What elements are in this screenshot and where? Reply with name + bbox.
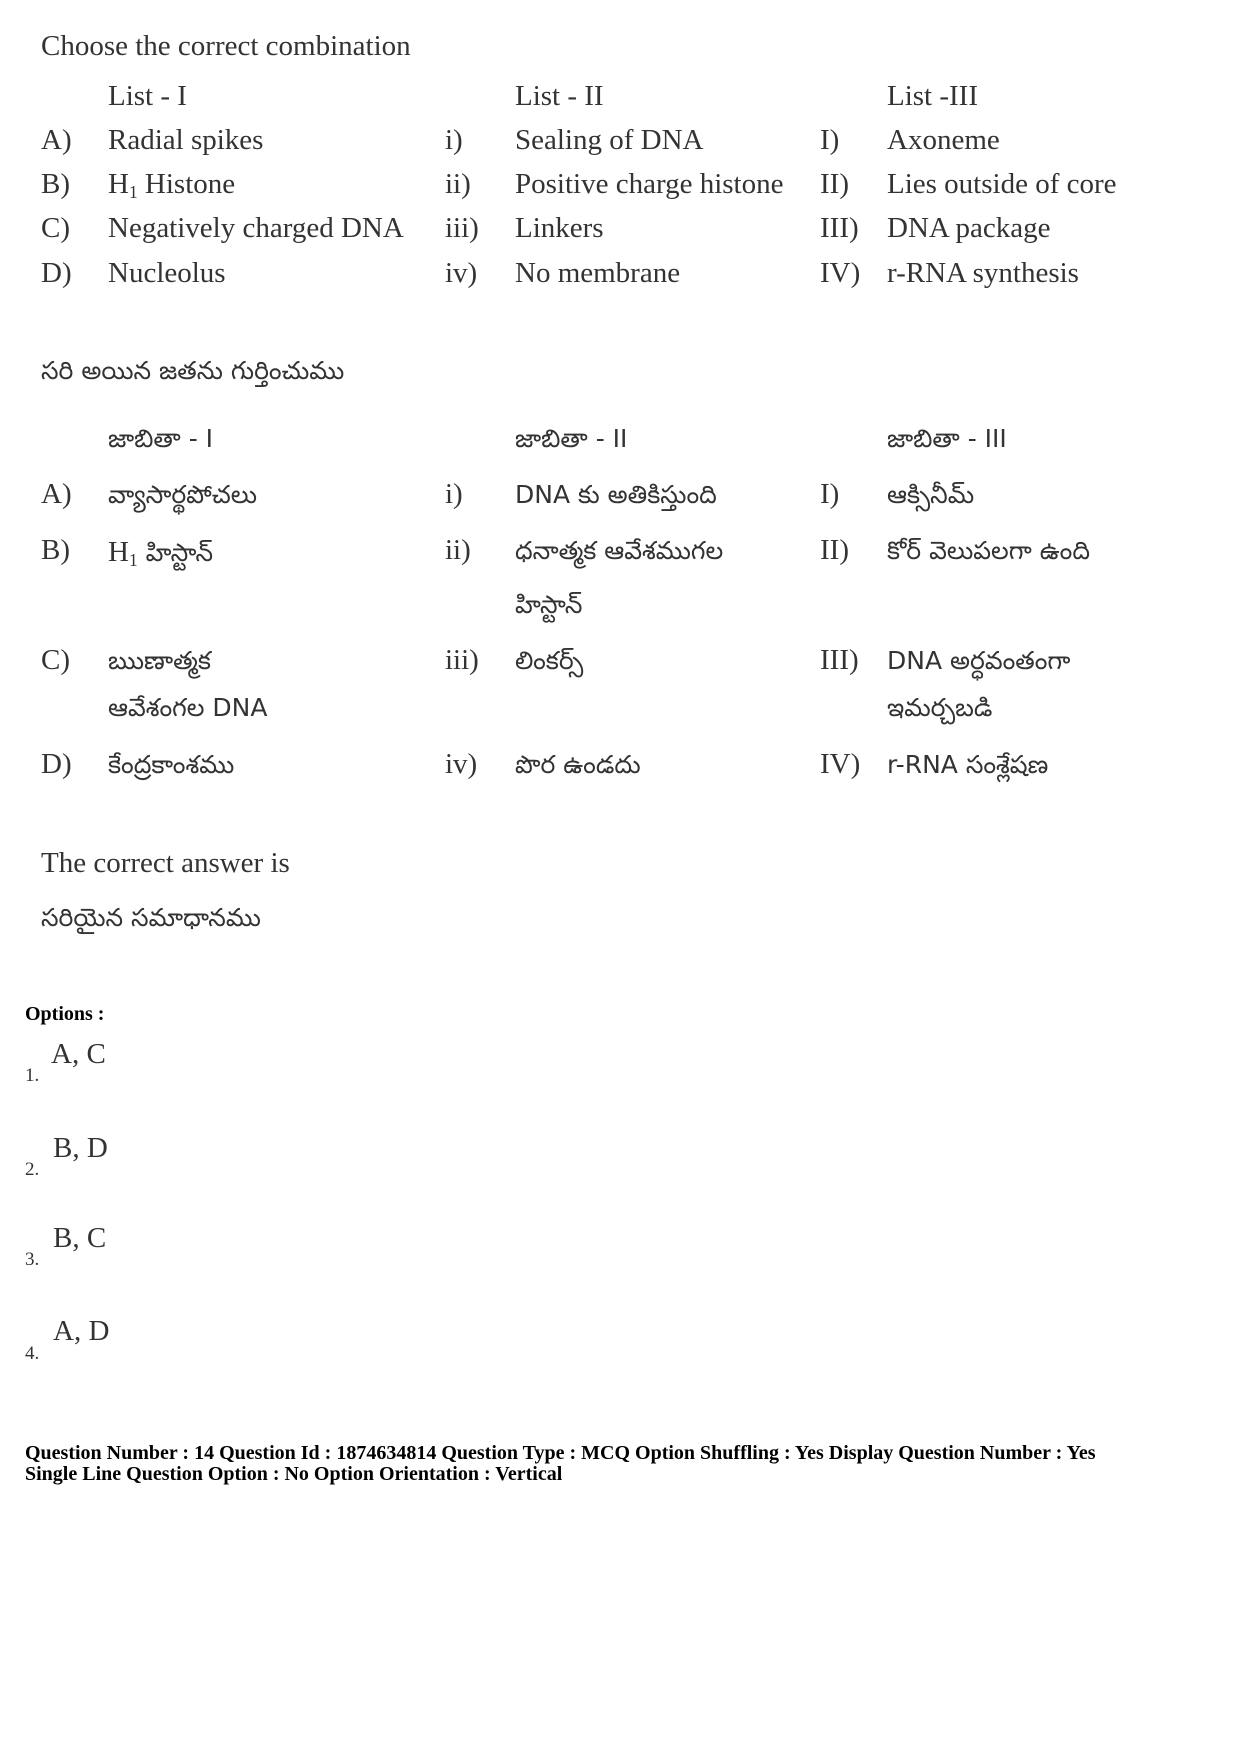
- row-marker: A): [41, 124, 72, 156]
- option-value: B, D: [53, 1132, 108, 1164]
- list-3-item: Lies outside of core: [887, 168, 1117, 200]
- row-marker: IV): [820, 748, 861, 780]
- row-marker: II): [820, 534, 849, 566]
- list-3-item-te: DNA అర్ధవంతంగా: [887, 646, 1071, 675]
- row-marker: B): [41, 168, 70, 200]
- list-1-item: Negatively charged DNA: [108, 212, 404, 244]
- list-2-item-te: DNA కు అతికిస్తుంది: [515, 480, 717, 509]
- list-2-item-te: ధనాత్మక ఆవేశముగల: [515, 536, 724, 565]
- list-1-header-te: జాబితా - I: [108, 424, 214, 453]
- list-3-header-te: జాబితా - III: [887, 424, 1007, 453]
- list-3-item-te-cont: ఇమర్చబడి: [887, 693, 993, 722]
- question-heading-te: సరి అయిన జతను గుర్తించుము: [41, 356, 345, 385]
- row-marker: iv): [445, 257, 478, 289]
- list-1-item-te: $H_1$ హిస్టాన్: [108, 536, 214, 571]
- row-marker: IV): [820, 257, 861, 289]
- question-meta-line-1: Question Number : 14 Question Id : 1874634814 Question Type : MCQ Option Shuffling : Yes Display Question Number : Yes: [25, 1442, 1096, 1464]
- h1-symbol: $H_1$: [108, 536, 138, 571]
- list-2-item-te: పొర ఉండదు: [515, 750, 641, 779]
- option-number: 3.: [25, 1249, 40, 1270]
- list-2-item: No membrane: [515, 257, 681, 289]
- row-marker: C): [41, 212, 70, 244]
- row-marker: B): [41, 534, 70, 566]
- answer-prompt-en: The correct answer is: [41, 847, 290, 879]
- answer-prompt-te: సరియైన సమాధానము: [41, 903, 261, 932]
- options-label: Options :: [25, 1003, 105, 1025]
- row-marker: ii): [445, 534, 471, 566]
- row-marker: C): [41, 644, 70, 676]
- row-marker: iii): [445, 212, 479, 244]
- option-value: A, C: [51, 1038, 106, 1070]
- list-2-item: Linkers: [515, 212, 604, 244]
- option-value: B, C: [53, 1222, 107, 1254]
- row-marker: i): [445, 124, 463, 156]
- option-number: 2.: [25, 1159, 40, 1180]
- list-2-item-te-cont: హిస్టాన్: [515, 590, 583, 619]
- list-3-item-te: ఆక్సినీమ్: [887, 480, 975, 509]
- list-1-item: Radial spikes: [108, 124, 264, 156]
- option-value: A, D: [53, 1315, 110, 1347]
- question-heading-en: Choose the correct combination: [41, 30, 411, 62]
- row-marker: III): [820, 644, 859, 676]
- list-1-header-en: List - I: [108, 80, 187, 112]
- list-3-item-te: r-RNA సంశ్లేషణ: [887, 750, 1049, 779]
- row-marker: I): [820, 478, 840, 510]
- h1-symbol: $H_1$: [108, 168, 138, 203]
- row-marker: D): [41, 748, 72, 780]
- list-2-header-en: List - II: [515, 80, 604, 112]
- option-number: 1.: [25, 1065, 40, 1086]
- list-2-item: Positive charge histone: [515, 168, 784, 200]
- row-marker: II): [820, 168, 849, 200]
- list-1-item: $H_1$ Histone: [108, 168, 236, 203]
- list-1-item-te: కేంద్రకాంశము: [108, 750, 235, 779]
- row-marker: D): [41, 257, 72, 289]
- list-3-item: Axoneme: [887, 124, 1000, 156]
- list-3-header-en: List -III: [887, 80, 978, 112]
- list-2-header-te: జాబితా - II: [515, 424, 628, 453]
- list-3-item-te: కోర్ వెలుపలగా ఉంది: [887, 536, 1090, 565]
- row-marker: I): [820, 124, 840, 156]
- row-marker: III): [820, 212, 859, 244]
- row-marker: i): [445, 478, 463, 510]
- row-marker: iii): [445, 644, 479, 676]
- row-marker: ii): [445, 168, 471, 200]
- question-meta-line-2: Single Line Question Option : No Option Orientation : Vertical: [25, 1463, 563, 1485]
- list-2-item-te: లింకర్స్: [515, 646, 584, 675]
- list-3-item: DNA package: [887, 212, 1051, 244]
- list-1-item-te-cont: ఆవేశంగల DNA: [108, 693, 268, 722]
- row-marker: A): [41, 478, 72, 510]
- list-3-item: r-RNA synthesis: [887, 257, 1079, 289]
- list-2-item: Sealing of DNA: [515, 124, 704, 156]
- option-number: 4.: [25, 1343, 40, 1364]
- list-1-item-te: వ్యాసార్థపోచలు: [108, 480, 258, 509]
- list-1-item-te: ఋణాత్మక: [108, 646, 211, 675]
- list-1-item: Nucleolus: [108, 257, 226, 289]
- row-marker: iv): [445, 748, 478, 780]
